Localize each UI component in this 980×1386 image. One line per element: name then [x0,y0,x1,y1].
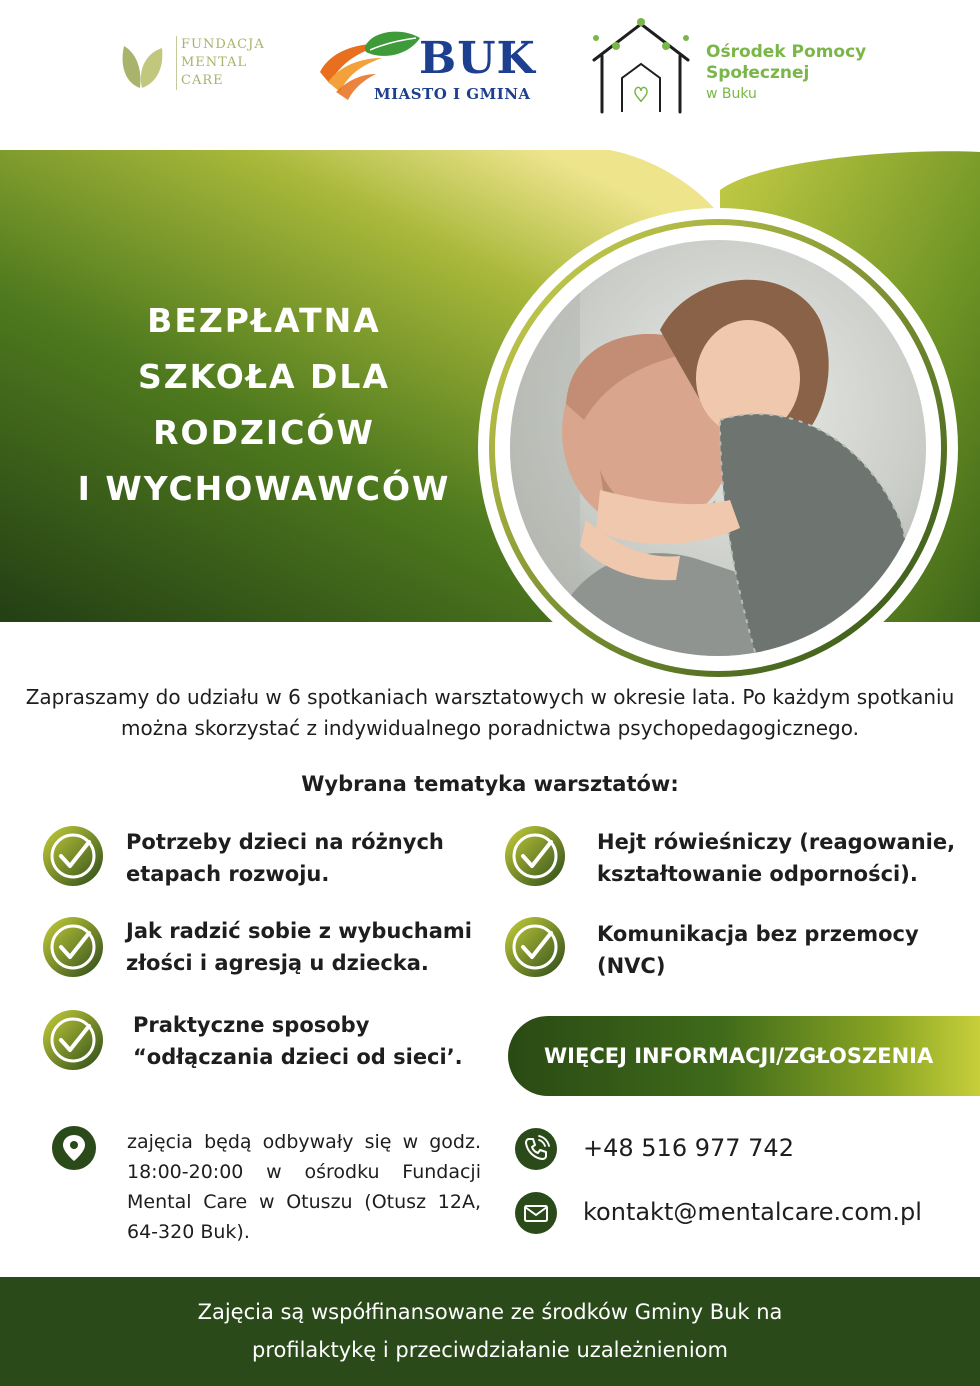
ops-line-1: Ośrodek Pomocy [706,42,867,62]
topic-line: Komunikacja bez przemocy [597,922,919,946]
check-circle-icon [505,917,565,977]
topic-line: Praktyczne sposoby [133,1013,370,1037]
more-info-signup-button[interactable] [508,1016,980,1096]
ops-line-2: Społecznej [706,63,810,83]
more-info-label: WIĘCEJ INFORMACJI/ZGŁOSZENIA [544,1044,934,1068]
topic-line: złości i agresją u dziecka. [126,951,429,975]
logo-mental-line-2: MENTAL [181,55,248,70]
headline [30,293,498,517]
topic-item [126,826,444,890]
check-circle-icon [43,826,103,886]
check-circle-icon [43,917,103,977]
ops-line-3: w Buku [706,86,757,102]
topic-line: etapach rozwoju. [126,862,330,886]
topics-heading: Wybrana tematyka warsztatów: [301,772,679,796]
logo-mental-line-1: FUNDACJA [181,37,265,52]
topic-item [133,1009,463,1073]
topic-item [126,915,472,979]
logo-mental-line-3: CARE [181,73,224,88]
buk-wordmark: BUK [419,33,536,84]
topic-line: (NVC) [597,954,666,978]
check-circle-icon [505,826,565,886]
footer-line-1: Zajęcia są współfinansowane ze środków Gminy Buk na [197,1300,783,1324]
phone-icon [515,1128,557,1170]
footer-line-2: profilaktykę i przeciwdziałanie uzależnieniom [252,1338,728,1362]
buk-subtitle: MIASTO I GMINA [374,85,531,103]
topic-item [597,826,955,890]
topic-line: “odłączania dzieci od sieci’. [133,1045,463,1069]
topic-line: Hejt rówieśniczy (reagowanie, [597,830,956,854]
topic-line: kształtowanie odporności). [597,862,918,886]
email-icon [515,1192,557,1234]
headline-line-3: I WYCHOWAWCÓW [77,469,451,508]
phone-number-link[interactable]: +48 516 977 742 [583,1134,794,1162]
topic-line: Jak radzić sobie z wybuchami [126,919,472,943]
headline-line-2: SZKOŁA DLA RODZICÓW [137,357,390,452]
intro-text: Zapraszamy do udziału w 6 spotkaniach warsztatowych w okresie lata. Po każdym spotkaniu można skorzystać z indywidualnego poradnictwa psychopedagogicznego. [25,685,955,740]
email-link[interactable]: kontakt@mentalcare.com.pl [583,1198,922,1226]
footer-band [0,1277,980,1386]
location-text: zajęcia będą odbywały się w godz. 18:00-20:00 w ośrodku Fundacji Mental Care w Otuszu (Otusz 12A, 64-320 Buk). [127,1131,481,1243]
location-pin-icon [52,1126,96,1170]
check-circle-icon [43,1010,103,1070]
topic-line: Potrzeby dzieci na różnych [126,830,444,854]
topic-item [597,918,919,982]
headline-line-1: BEZPŁATNA [147,301,381,340]
